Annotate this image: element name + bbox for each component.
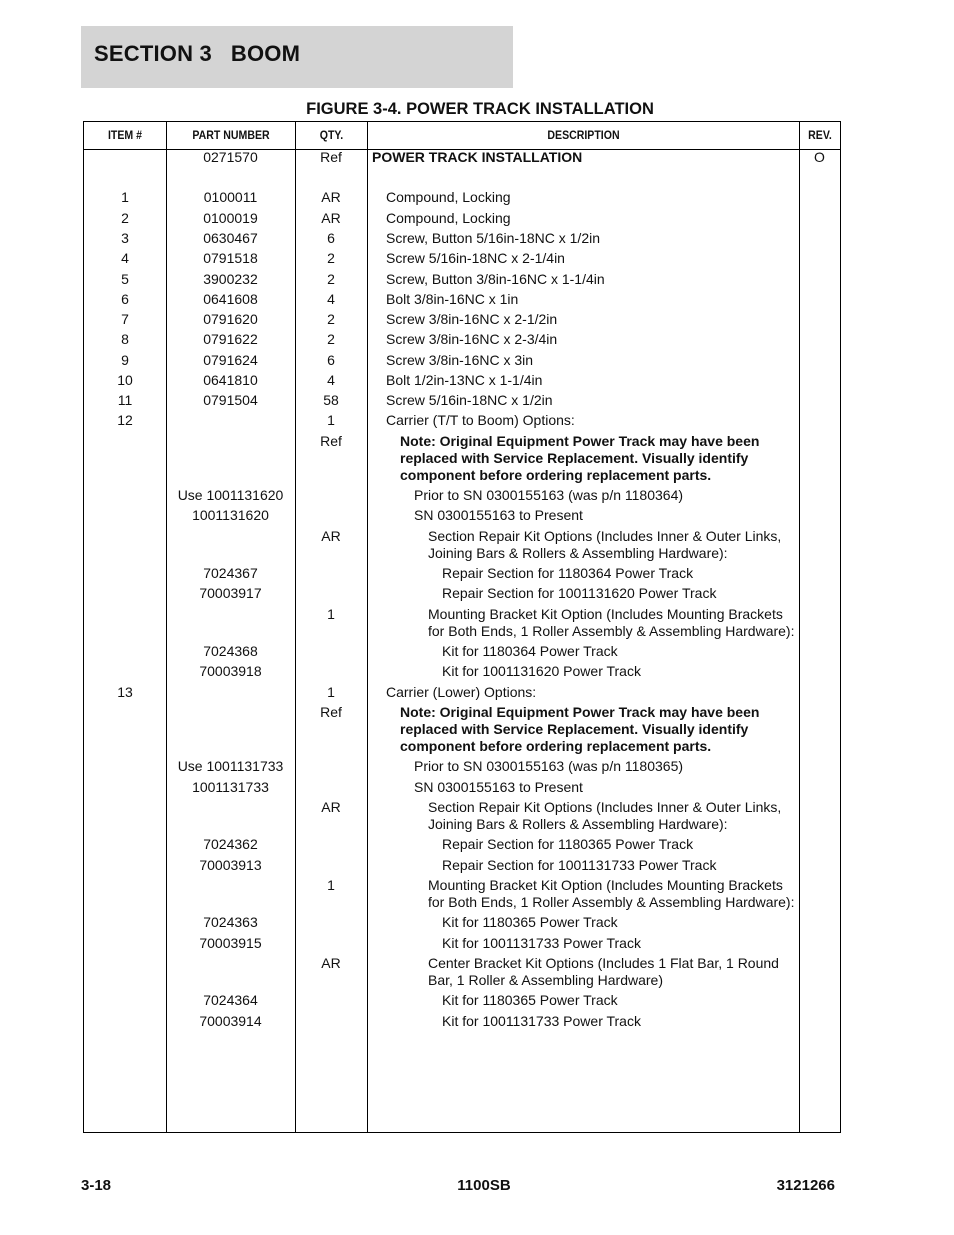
column-header-description: DESCRIPTION	[547, 128, 620, 142]
column-divider	[367, 122, 368, 1132]
description-cell: Section Repair Kit Options (Includes Inner & Outer Links, Joining Bars & Rollers & Assembling Hardware):	[428, 799, 782, 832]
description-cell: Mounting Bracket Kit Option (Includes Mounting Brackets for Both Ends, 1 Roller Assembly & Assembling Hardware):	[428, 606, 795, 639]
description-cell: Kit for 1180364 Power Track	[442, 643, 618, 659]
part-number-cell: 70003918	[199, 663, 262, 679]
description-cell: Screw, Button 5/16in-18NC x 1/2in	[386, 230, 601, 246]
qty-cell: 1	[327, 606, 335, 622]
footer-doc-number: 3121266	[776, 1177, 835, 1194]
part-number-cell: 1001131733	[192, 779, 269, 795]
description-cell: SN 0300155163 to Present	[414, 779, 583, 795]
description-cell: Bolt 1/2in-13NC x 1-1/4in	[386, 372, 543, 388]
qty-cell: 4	[327, 372, 335, 388]
qty-cell: 2	[327, 271, 335, 287]
part-number-cell: 3900232	[203, 271, 258, 287]
description-cell: Kit for 1001131620 Power Track	[442, 663, 641, 679]
part-number-cell: 70003914	[199, 1013, 262, 1029]
qty-cell: 6	[327, 352, 335, 368]
qty-cell: 2	[327, 311, 335, 327]
description-cell: Repair Section for 1001131620 Power Track	[442, 585, 717, 601]
column-header-item: ITEM #	[107, 128, 143, 142]
part-number-cell: 70003913	[199, 857, 262, 873]
part-number-cell: 0791504	[203, 392, 258, 408]
qty-cell: 1	[327, 412, 335, 428]
qty-cell: AR	[321, 189, 341, 205]
item-number-cell: 5	[121, 271, 129, 287]
description-cell: Repair Section for 1180365 Power Track	[442, 836, 694, 852]
qty-cell: AR	[321, 799, 341, 815]
part-number-cell: 0791518	[203, 250, 258, 266]
item-number-cell: 3	[121, 230, 129, 246]
qty-cell: 2	[327, 250, 335, 266]
part-number-cell: Use 1001131620	[177, 487, 284, 503]
part-number-cell: 0791624	[203, 352, 258, 368]
item-number-cell: 8	[121, 331, 129, 347]
qty-cell: 58	[323, 392, 339, 408]
qty-cell: Ref	[320, 433, 342, 449]
column-header-part-number: PART NUMBER	[192, 128, 270, 142]
part-number-cell: 0630467	[203, 230, 258, 246]
qty-cell: 6	[327, 230, 335, 246]
part-number-cell: 7024363	[203, 914, 258, 930]
footer-page-number: 3-18	[81, 1177, 112, 1194]
qty-cell: Ref	[320, 704, 342, 720]
item-number-cell: 12	[117, 412, 133, 428]
item-number-cell: 7	[121, 311, 129, 327]
part-number-cell: 7024368	[203, 643, 258, 659]
description-cell: Carrier (T/T to Boom) Options:	[386, 412, 575, 428]
part-number-cell: 0271570	[203, 149, 258, 165]
description-cell: Repair Section for 1001131733 Power Track	[442, 857, 717, 873]
description-cell: Compound, Locking	[386, 189, 511, 205]
description-cell: SN 0300155163 to Present	[414, 507, 583, 523]
item-number-cell: 2	[121, 210, 129, 226]
description-cell: Bolt 3/8in-16NC x 1in	[386, 291, 519, 307]
footer-model: 1100SB	[457, 1177, 511, 1194]
part-number-cell: 0641608	[203, 291, 258, 307]
item-number-cell: 13	[117, 684, 133, 700]
item-number-cell: 10	[117, 372, 133, 388]
description-cell: Prior to SN 0300155163 (was p/n 1180364)	[414, 487, 684, 503]
part-number-cell: 7024364	[203, 992, 258, 1008]
item-number-cell: 11	[117, 392, 133, 408]
description-cell: Mounting Bracket Kit Option (Includes Mounting Brackets for Both Ends, 1 Roller Assembly & Assembling Hardware):	[428, 877, 795, 910]
column-divider	[799, 122, 800, 1132]
description-cell: Screw 3/8in-16NC x 2-1/2in	[386, 311, 558, 327]
part-number-cell: Use 1001131733	[177, 758, 284, 774]
item-number-cell: 6	[121, 291, 129, 307]
description-cell: Prior to SN 0300155163 (was p/n 1180365)	[414, 758, 684, 774]
part-number-cell: 0641810	[203, 372, 258, 388]
part-number-cell: 0100011	[203, 189, 258, 205]
description-cell: Note: Original Equipment Power Track may have been replaced with Service Replacement. Visually identify component before ordering replacement parts.	[400, 704, 760, 754]
description-cell: Compound, Locking	[386, 210, 511, 226]
part-number-cell: 7024362	[203, 836, 258, 852]
description-cell: Center Bracket Kit Options (Includes 1 Flat Bar, 1 Round Bar, 1 Roller & Assembling Hardware)	[428, 955, 779, 988]
description-cell: Screw 3/8in-16NC x 3in	[386, 352, 534, 368]
description-cell: Screw 5/16in-18NC x 1/2in	[386, 392, 553, 408]
figure-title: FIGURE 3-4. POWER TRACK INSTALLATION	[306, 100, 654, 118]
part-number-cell: 70003915	[199, 935, 262, 951]
part-number-cell: 0791622	[203, 331, 258, 347]
description-cell: Repair Section for 1180364 Power Track	[442, 565, 694, 581]
part-number-cell: 1001131620	[192, 507, 269, 523]
description-cell: Kit for 1180365 Power Track	[442, 992, 618, 1008]
section-title: SECTION 3 BOOM	[94, 41, 301, 66]
description-cell: Screw 5/16in-18NC x 2-1/4in	[386, 250, 565, 266]
item-number-cell: 4	[121, 250, 129, 266]
rev-cell: O	[814, 149, 825, 165]
description-cell: Kit for 1001131733 Power Track	[442, 1013, 641, 1029]
qty-cell: 1	[327, 684, 335, 700]
section-header	[81, 26, 513, 88]
description-cell: Screw 3/8in-16NC x 2-3/4in	[386, 331, 558, 347]
item-number-cell: 1	[121, 189, 129, 205]
part-number-cell: 7024367	[203, 565, 258, 581]
description-cell: Kit for 1180365 Power Track	[442, 914, 618, 930]
qty-cell: AR	[321, 210, 341, 226]
description-cell: Carrier (Lower) Options:	[386, 684, 537, 700]
column-header-rev: REV.	[808, 128, 832, 142]
item-number-cell: 9	[121, 352, 129, 368]
qty-cell: AR	[321, 528, 341, 544]
qty-cell: 2	[327, 331, 335, 347]
description-cell: Screw, Button 3/8in-16NC x 1-1/4in	[386, 271, 605, 287]
part-number-cell: 70003917	[199, 585, 262, 601]
qty-cell: 1	[327, 877, 335, 893]
column-header-qty: QTY.	[319, 128, 344, 142]
description-cell: Note: Original Equipment Power Track may have been replaced with Service Replacement. Visually identify component before ordering replacement parts.	[400, 433, 760, 483]
description-cell: Kit for 1001131733 Power Track	[442, 935, 641, 951]
part-number-cell: 0791620	[203, 311, 258, 327]
qty-cell: 4	[327, 291, 335, 307]
part-number-cell: 0100019	[203, 210, 258, 226]
description-cell: Section Repair Kit Options (Includes Inner & Outer Links, Joining Bars & Rollers & Assembling Hardware):	[428, 528, 782, 561]
qty-cell: Ref	[320, 149, 342, 165]
description-cell: POWER TRACK INSTALLATION	[372, 149, 583, 165]
qty-cell: AR	[321, 955, 341, 971]
